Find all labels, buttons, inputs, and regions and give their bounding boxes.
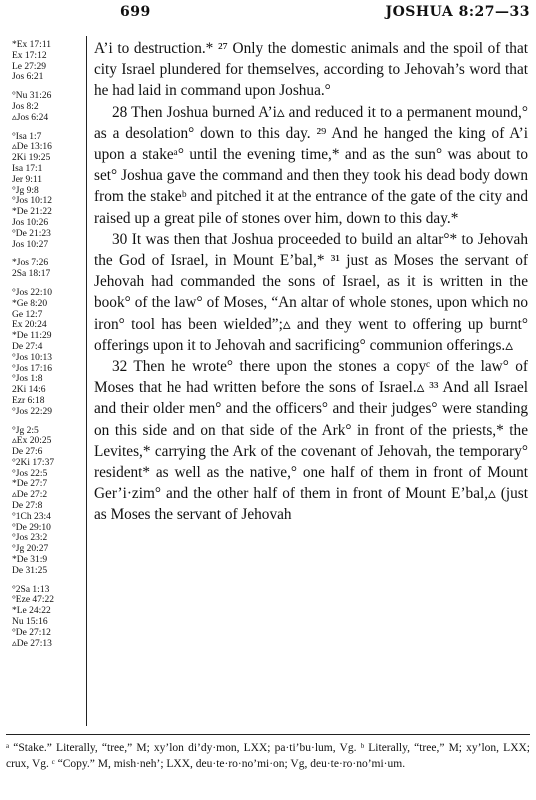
cross-reference: Nu 15:16 bbox=[12, 617, 48, 628]
cross-reference: Ex 17:12 bbox=[12, 50, 47, 61]
cross-reference: 2Ki 19:25 bbox=[12, 153, 51, 164]
cross-reference: °1Ch 23:4 bbox=[12, 511, 51, 522]
cross-reference: °Jos 22:10 bbox=[12, 287, 52, 298]
paragraph-verse-30: 30 It was then that Joshua proceeded to build an altar°* to Jehovah the God of Israel, in Mount E’bal,* ³¹ just as Moses the servant of Jehovah had commanded the sons of Israel, as it is written in the book° of the law° of Moses, “An altar of whole stones, upon which no iron° tool has been wielded”;▵ and they went to offering up burnt° offerings upon it to Jehovah and sacrificing° communion offerings.▵ bbox=[94, 230, 528, 354]
cross-reference: ▵De 13:16 bbox=[12, 142, 52, 153]
cross-reference-group bbox=[4, 132, 82, 251]
cross-reference-group bbox=[4, 91, 82, 123]
cross-reference: °De 29:10 bbox=[12, 522, 51, 533]
cross-reference: °De 21:23 bbox=[12, 228, 51, 239]
cross-reference: °2Ki 17:37 bbox=[12, 457, 55, 468]
cross-reference: De 27:6 bbox=[12, 447, 43, 458]
paragraph-verse-28: 28 Then Joshua burned A’i▵ and reduced it to a permanent mound,° as a desolation° down to this day. ²⁹ And he hanged the king of A’i upon a stakeᵃ° until the evening time,* and as the sun° was about to set° Joshua gave the command and then they took his dead body down from the stakeᵇ and pitched it at the entrance of the gate of the city and raised up a great pile of stones over him, down to this day.* bbox=[94, 103, 528, 227]
cross-reference: °Jos 17:16 bbox=[12, 363, 52, 374]
footnote-divider bbox=[6, 734, 530, 735]
cross-reference: Jos 6:21 bbox=[12, 72, 44, 83]
cross-reference: Ezr 6:18 bbox=[12, 395, 45, 406]
cross-reference-group bbox=[4, 426, 82, 577]
cross-reference: 2Sa 18:17 bbox=[12, 269, 51, 280]
page-number: 699 bbox=[120, 4, 151, 20]
footnote-text: ᵃ “Stake.” Literally, “tree,” M; xy’lon di’dy·mon, LXX; pa·ti’bu·lum, Vg. ᵇ Literally, “tree,” M; xy’lon, LXX; crux, Vg. ᶜ “Copy.” M, mish·neh’; LXX, deu·te·ro·no’mi·on; Vg, deu·te·ro·no’mi·um. bbox=[6, 742, 530, 770]
cross-reference: °2Sa 1:13 bbox=[12, 584, 50, 595]
cross-reference: °De 27:12 bbox=[12, 627, 51, 638]
cross-reference: *De 31:9 bbox=[12, 555, 48, 566]
cross-reference: °Jos 10:12 bbox=[12, 196, 52, 207]
running-head: JOSHUA 8:27—33 bbox=[385, 4, 530, 20]
cross-reference: °Jg 20:27 bbox=[12, 544, 49, 555]
cross-reference: °Jg 9:8 bbox=[12, 185, 39, 196]
cross-reference: °Eze 47:22 bbox=[12, 595, 55, 606]
paragraph-verse-32: 32 Then he wrote° there upon the stones a copyᶜ of the law° of Moses that he had written before the sons of Israel.▵ ³³ And all Israel and their older men° and the officers° and their judges° were standing on this side and on that side of the Ark° in front of the priests,* the Levites,* carrying the Ark of the covenant of Jehovah, the temporary° resident* as well as the native,° one half of them in front of Mount Ger’i·zim° and the other half of them in front of Mount E’bal,▵ (just as Moses the servant of Jehovah bbox=[94, 358, 528, 524]
cross-reference: Jos 8:2 bbox=[12, 101, 39, 112]
cross-reference: ▵De 27:13 bbox=[12, 638, 52, 649]
main-text bbox=[94, 38, 528, 526]
cross-reference: Jer 9:11 bbox=[12, 174, 42, 185]
cross-reference-group bbox=[4, 585, 82, 650]
column-divider bbox=[86, 36, 87, 726]
cross-reference-group bbox=[4, 40, 82, 83]
cross-reference: ▵Jos 6:24 bbox=[12, 112, 49, 123]
cross-reference: *Ex 17:11 bbox=[12, 40, 51, 50]
cross-reference: *De 11:29 bbox=[12, 331, 52, 342]
cross-reference: Isa 17:1 bbox=[12, 163, 43, 174]
cross-reference: *De 21:22 bbox=[12, 207, 52, 218]
cross-reference: Le 27:29 bbox=[12, 61, 47, 72]
cross-reference: ▵De 27:2 bbox=[12, 490, 48, 501]
paragraph-verse-27: A’i to destruction.* ²⁷ Only the domestic animals and the spoil of that city Israel plundered for themselves, according to Jehovah’s word that he had laid in command upon Joshua.° bbox=[94, 40, 528, 100]
cross-reference-group bbox=[4, 288, 82, 418]
cross-reference: *De 27:7 bbox=[12, 479, 48, 490]
cross-reference: °Isa 1:7 bbox=[12, 131, 42, 142]
cross-reference: °Jos 22:29 bbox=[12, 406, 52, 417]
cross-reference: °Jos 22:5 bbox=[12, 468, 48, 479]
cross-reference: °Jos 10:13 bbox=[12, 352, 52, 363]
cross-reference: °Jos 23:2 bbox=[12, 533, 48, 544]
cross-reference: ▵Ex 20:25 bbox=[12, 436, 52, 447]
cross-reference: Jos 10:27 bbox=[12, 239, 49, 250]
cross-reference: 2Ki 14:6 bbox=[12, 385, 46, 396]
cross-reference: Ge 12:7 bbox=[12, 309, 43, 320]
cross-reference: Jos 10:26 bbox=[12, 217, 49, 228]
cross-reference: °Nu 31:26 bbox=[12, 91, 52, 102]
cross-reference: °Jos 1:8 bbox=[12, 374, 43, 385]
cross-reference-column bbox=[4, 40, 82, 657]
cross-reference: De 31:25 bbox=[12, 565, 48, 576]
footnotes bbox=[6, 740, 530, 772]
cross-reference: De 27:4 bbox=[12, 341, 43, 352]
cross-reference: De 27:8 bbox=[12, 501, 43, 512]
cross-reference: Ex 20:24 bbox=[12, 320, 47, 331]
cross-reference: *Ge 8:20 bbox=[12, 298, 48, 309]
cross-reference: *Le 24:22 bbox=[12, 606, 51, 617]
cross-reference: °Jg 2:5 bbox=[12, 425, 39, 436]
page-header bbox=[0, 0, 536, 22]
cross-reference: *Jos 7:26 bbox=[12, 258, 49, 269]
cross-reference-group bbox=[4, 258, 82, 280]
